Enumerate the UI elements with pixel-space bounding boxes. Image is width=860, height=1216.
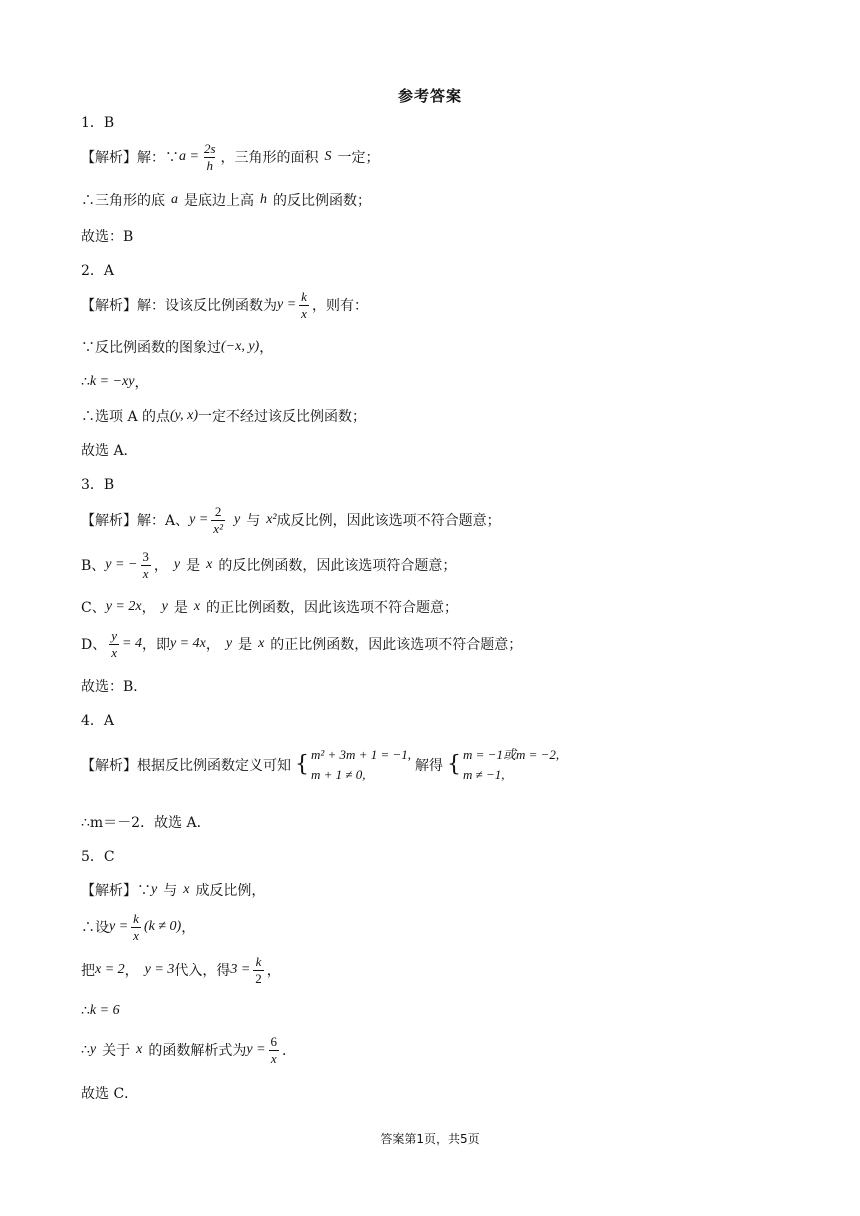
q1-line-2 [81, 190, 371, 210]
q2-answer [81, 260, 114, 280]
q1-head: 1．B [81, 115, 115, 131]
q4-system-2: { m = −1或m = −2, m ≠ −1, [447, 745, 559, 784]
q3-b-den: x [142, 565, 149, 581]
q2-analysis-line [81, 290, 368, 320]
q3-d-e: 的正比例函数，因此该选项不符合题意； [270, 637, 523, 654]
q5-l1-b: 与 [163, 883, 178, 899]
q3-d-label: D、 [81, 637, 107, 654]
q3-c-x: x [193, 599, 201, 614]
q5-line-1 [81, 880, 265, 900]
q3-d-c: ， [205, 637, 220, 654]
q5-choice: 故选 C． [81, 1086, 139, 1102]
q3-d-eq: = 4 [122, 636, 142, 652]
q5-l3-eq: 3 = [230, 962, 251, 978]
q2-line-3 [81, 372, 148, 392]
q3-a-y: y [233, 512, 241, 528]
q3-b-y: y [173, 557, 181, 573]
q2-k-eq: k = −xy [89, 374, 135, 389]
q3-option-c [81, 597, 458, 617]
q2-point-2: (y, x) [170, 408, 198, 423]
q1-text: ，三角形的面积 [220, 150, 319, 167]
q5-l3-fraction [253, 955, 264, 985]
q5-l5-b: 关于 [102, 1043, 131, 1060]
q5-l3-den: 2 [255, 970, 262, 986]
q4-system-1: { m² + 3m + 1 = −1, m + 1 ≠ 0, [295, 745, 411, 784]
q3-a-label: 【解析】解：A、 [81, 513, 190, 530]
q2-l3-b: ， [134, 375, 149, 391]
q3-a-fraction [211, 505, 225, 535]
q3-answer [81, 474, 114, 494]
q1-answer [81, 112, 114, 132]
q4-head: 4．A [81, 713, 115, 729]
q3-d-y: y [225, 636, 233, 652]
q1-l2-c: 的反比例函数； [273, 193, 371, 209]
q3-c-c: 是 [173, 600, 188, 616]
q3-b-label: B、 [81, 558, 106, 575]
q3-d-fraction [109, 629, 119, 659]
q2-line-5 [81, 440, 138, 460]
q4-sys1-row1: m² + 3m + 1 = −1, [311, 747, 412, 762]
q3-d-x: x [258, 636, 265, 652]
q5-answer [81, 846, 115, 866]
q4-line-2 [81, 812, 211, 832]
q5-l5-den: x [270, 1050, 277, 1066]
q5-l5-fraction [269, 1035, 280, 1065]
q5-l5-num: 6 [270, 1034, 278, 1049]
q2-y-eq: y = [277, 297, 297, 313]
q5-l5-c: 的函数解析式为 [148, 1043, 247, 1060]
q3-d-num: y [111, 628, 118, 643]
q5-head: 5．C [81, 849, 115, 865]
q4-sys2-row1: m = −1或m = −2, [463, 747, 560, 762]
q3-head: 3．B [81, 477, 115, 493]
q4-solve-label: 解得 [415, 757, 444, 774]
q5-l2-fraction [131, 912, 141, 942]
q3-b-yeq: y = − [105, 557, 138, 573]
q1-analysis-label: 【解析】解：∵ [81, 150, 179, 167]
q3-a-b: 与 [246, 513, 261, 530]
q2-l4-a: ∴选项 A 的点 [81, 409, 171, 425]
q5-l5-a: ∴ [81, 1042, 90, 1059]
q3-line-end [81, 676, 147, 696]
q5-l1-x: x [183, 882, 190, 897]
q2-point: (−x, y) [221, 339, 260, 354]
q1-line-3 [81, 226, 133, 246]
q5-l3-b: ， [124, 963, 139, 980]
q1-frac-den: h [206, 157, 213, 173]
q3-a-c: 成反比例，因此该选项不符合题意； [276, 513, 501, 530]
q1-l2-b: 是底边上高 [184, 193, 254, 209]
q5-line-3 [81, 955, 281, 985]
q2-l2-a: ∵反比例函数的图象过 [81, 340, 221, 356]
q1-analysis-line [81, 142, 380, 172]
q3-c-eq: y = 2x [105, 599, 142, 614]
q4-analysis-line [81, 745, 563, 784]
q3-b-num: 3 [142, 549, 149, 564]
q5-l3-x: x = 2 [95, 962, 125, 978]
q3-a-yeq: y = [189, 512, 209, 528]
q5-l5-y: y [89, 1042, 97, 1058]
q1-var-s: S [324, 149, 332, 165]
page-title: 参考答案 [397, 87, 462, 105]
q2-frac-num: k [301, 289, 307, 304]
q2-fraction [299, 290, 309, 320]
q2-analysis-label: 【解析】解：设该反比例函数为 [81, 298, 277, 315]
q5-l3-d: ， [266, 963, 281, 980]
q3-b-c: 是 [186, 558, 201, 575]
q3-d-b: ，即 [141, 637, 170, 654]
q4-sys1-row2: m + 1 ≠ 0, [311, 766, 366, 782]
q2-frac-den: x [301, 305, 307, 321]
q1-text-2: 一定； [337, 150, 380, 167]
q5-l5-d: ． [282, 1043, 297, 1060]
q5-l2-yeq: y = [109, 919, 129, 935]
q5-l4-a: ∴ [81, 1003, 90, 1019]
q3-choice: 故选：B． [81, 679, 148, 695]
q1-frac-num: 2s [203, 141, 216, 156]
q3-a-x2: x² [266, 512, 277, 528]
q2-choice: 故选 A． [81, 443, 138, 459]
q3-d-d: 是 [238, 637, 253, 654]
q2-l3-a: ∴ [81, 374, 90, 390]
q5-l3-a: 把 [81, 963, 95, 980]
q2-l4-b: 一定不经过该反比例函数； [198, 409, 366, 425]
q5-line-5 [81, 1035, 296, 1065]
q3-a-num: 2 [214, 504, 222, 519]
q2-line-2 [81, 337, 273, 357]
q2-line-4 [81, 406, 366, 426]
q3-option-a [81, 505, 501, 535]
q5-l1-y: y [151, 882, 158, 897]
q4-sys2-row2: m ≠ −1, [463, 766, 505, 782]
q1-l2-a: ∴三角形的底 [81, 193, 165, 209]
q1-var-h: h [260, 192, 267, 207]
q5-l3-y: y = 3 [144, 962, 175, 978]
q4-conclusion: ∴m＝－2．故选 A． [81, 815, 211, 831]
q2-l2-b: ， [259, 340, 274, 356]
q5-line-4 [81, 1003, 120, 1019]
q4-answer [81, 710, 114, 730]
q3-b-fraction [140, 550, 151, 580]
q5-l2-cond: (k ≠ 0) [143, 919, 182, 935]
q3-option-d [81, 629, 522, 659]
q3-b-d: 的反比例函数，因此该选项符合题意； [218, 558, 457, 575]
q5-l2-b: ， [181, 920, 196, 937]
q5-l5-yeq: y = [246, 1042, 266, 1058]
q3-a-den: x² [213, 520, 223, 536]
q5-l5-x: x [136, 1042, 143, 1058]
q3-c-b: ， [141, 600, 156, 616]
q2-text: ，则有： [311, 298, 368, 315]
q5-l1-c: 成反比例， [195, 883, 266, 899]
q1-choice: 故选：B [81, 229, 134, 245]
q5-l2-num: k [133, 911, 139, 926]
q3-d-den: x [111, 644, 118, 660]
q1-fraction [202, 142, 218, 172]
q3-c-d: 的正比例函数，因此该选项不符合题意； [206, 600, 459, 616]
q1-eq-lhs: a = [179, 149, 199, 165]
q5-l3-c: 代入，得 [174, 963, 231, 980]
q3-b-b: ， [153, 558, 168, 575]
q5-l1-a: 【解析】∵ [81, 883, 151, 899]
q5-line-6 [81, 1083, 138, 1103]
q3-d-eq2: y = 4x [169, 636, 206, 652]
q3-c-y: y [161, 599, 168, 614]
q3-option-b [81, 550, 456, 580]
q3-c-label: C、 [81, 600, 106, 616]
q3-b-x: x [206, 557, 213, 573]
q5-line-2 [81, 912, 195, 942]
q4-analysis-label: 【解析】根据反比例函数定义可知 [81, 757, 291, 774]
q5-l4-eq: k = 6 [89, 1003, 120, 1018]
q1-var-a: a [171, 192, 178, 207]
q2-head: 2．A [81, 263, 115, 279]
q5-l3-num: k [255, 954, 262, 969]
q5-l2-a: ∴设 [81, 920, 109, 937]
q5-l2-den: x [133, 927, 139, 943]
page-footer: 答案第1页，共5页 [380, 1132, 480, 1146]
